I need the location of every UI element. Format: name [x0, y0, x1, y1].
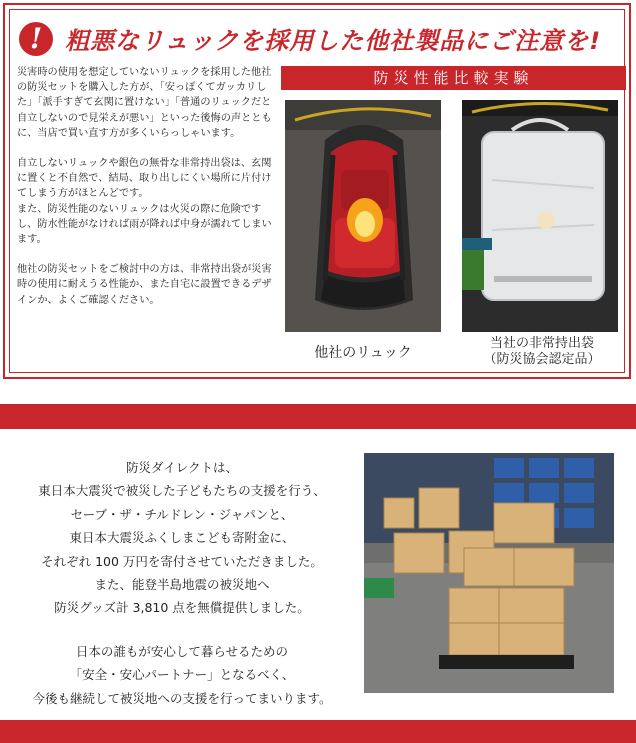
- exclamation-icon: !: [19, 22, 53, 56]
- competitor-caption: 他社のリュック: [314, 345, 412, 361]
- intro-paragraph-2: 自立しないリュックや銀色の無骨な非常持出袋は、玄関に置くと不自然で、結局、取り出しにくい場所に片付けてしまう方がほとんどです。 また、防災性能のないリュックは火災の際に危険ですし、防水性能がなければ雨が降れば中身が濡れてしまいます。: [17, 158, 272, 246]
- donation-text: [8, 456, 356, 710]
- fireproof-bag-image: [462, 100, 618, 332]
- closing-line: 日本の誰もが安心して暮らせるための: [75, 643, 289, 659]
- our-product-caption-line2: （防災協会認定品）: [483, 352, 601, 367]
- closing-line: 「安全・安心パートナー」となるべく、: [69, 667, 295, 683]
- donation-line: また、能登半島地震の被災地へ: [94, 577, 270, 593]
- headline: [19, 21, 601, 56]
- donated-goods-photo: [364, 453, 614, 693]
- donation-line: 東日本大震災ふくしまこども寄附金に、: [69, 530, 295, 546]
- intro-paragraph-3: 他社の防災セットをご検討中の方は、非常持出袋が災害時の使用に耐えうる性能か、また自宅に設置できるデザインか、よくご確認ください。: [17, 264, 272, 306]
- competitor-backpack-photo: [285, 100, 441, 332]
- donation-line: それぞれ 100 万円を寄付させていただきました。: [41, 553, 323, 569]
- donation-line: 防災グッズ計 3,810 点を無償提供しました。: [54, 600, 310, 616]
- our-bag-photo: [462, 100, 618, 332]
- comparison-section: [3, 3, 631, 379]
- intro-paragraph-1: 災害時の使用を想定していないリュックを採用した他社の防災セットを購入した方が、「安っぽくてガッカリした」「派手すぎて玄関に置けない」「普通のリュックだと自立しないので見栄えが悪い」といった後悔の声とともに、当店で買い直す方が多くいらっしゃいます。: [17, 67, 272, 139]
- intro-text: [17, 65, 273, 323]
- our-product-caption-line1: 当社の非常持出袋: [489, 336, 594, 351]
- section-divider-bottom: [0, 720, 636, 743]
- donation-line: 防災ダイレクトは、: [125, 460, 238, 475]
- headline-title: 粗悪なリュックを採用した他社製品にご注意を!: [65, 27, 602, 55]
- donation-line: セーブ・ザ・チルドレン・ジャパンと、: [70, 506, 294, 522]
- spacer: [8, 620, 356, 640]
- burning-backpack-image: [285, 100, 441, 332]
- donation-line: 東日本大震災で被災した子どもたちの支援を行う、: [38, 483, 326, 499]
- our-product-caption: [462, 336, 622, 368]
- closing-line: 今後も継続して被災地への支援を行ってまいります。: [32, 690, 332, 706]
- comparison-banner: 防災性能比較実験: [281, 66, 626, 90]
- cardboard-boxes-image: [364, 453, 614, 693]
- section-divider-top: [0, 404, 636, 429]
